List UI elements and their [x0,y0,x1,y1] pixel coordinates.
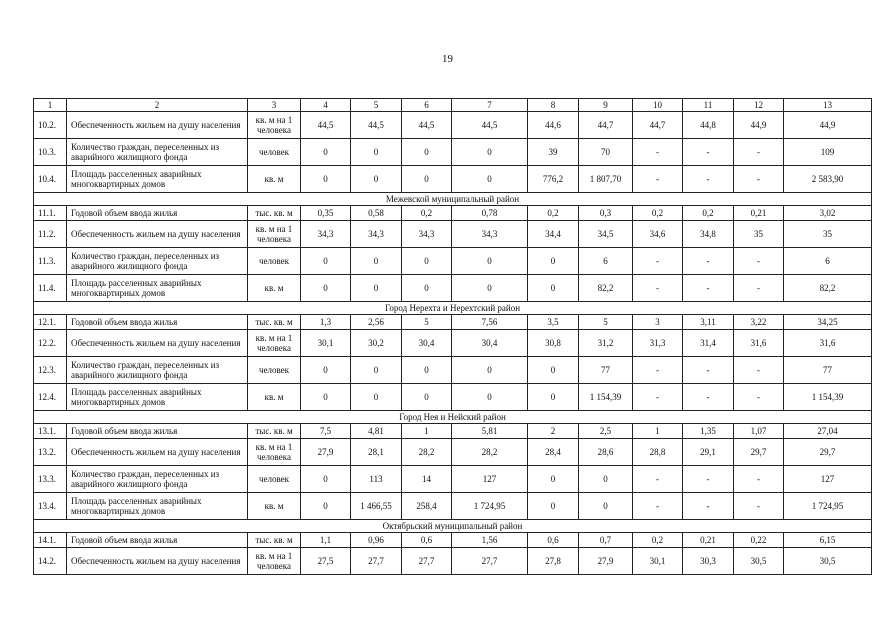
value-cell: 0 [301,166,351,193]
indicator-name-cell: Количество граждан, переселенных из аварийного жилищного фонда [67,466,248,493]
total-cell: 6,15 [784,533,872,548]
row-number-cell: 10.3. [34,139,67,166]
value-cell: 34,5 [579,221,633,248]
value-cell: - [633,248,683,275]
value-cell: 0,2 [683,206,734,221]
value-cell: 0 [301,466,351,493]
value-cell: 44,5 [301,112,351,139]
value-cell: 31,3 [633,330,683,357]
value-cell: 30,4 [402,330,452,357]
header-cell: 4 [301,99,351,112]
value-cell: 4,81 [351,424,402,439]
table-row [34,330,872,357]
value-cell: 0 [452,384,528,411]
value-cell: 35 [734,221,784,248]
unit-cell: кв. м на 1 человека [248,548,301,575]
value-cell: 1 154,39 [579,384,633,411]
unit-cell: человек [248,466,301,493]
header-cell: 12 [734,99,784,112]
indicator-name-cell: Площадь расселенных аварийных многоквартирных домов [67,493,248,520]
indicator-name-cell: Обеспеченность жильем на душу населения [67,330,248,357]
row-number-cell: 13.1. [34,424,67,439]
value-cell: - [683,248,734,275]
value-cell: 27,9 [579,548,633,575]
value-cell: 44,5 [351,112,402,139]
value-cell: 3 [633,315,683,330]
total-cell: 29,7 [784,439,872,466]
indicator-name-cell: Площадь расселенных аварийных многоквартирных домов [67,384,248,411]
value-cell: 30,8 [528,330,579,357]
value-cell: 1 [633,424,683,439]
value-cell: 27,9 [301,439,351,466]
value-cell: - [683,166,734,193]
value-cell: 27,5 [301,548,351,575]
value-cell: 0,22 [734,533,784,548]
row-number-cell: 12.2. [34,330,67,357]
value-cell: 30,1 [633,548,683,575]
value-cell: 34,3 [351,221,402,248]
unit-cell: тыс. кв. м [248,206,301,221]
section-title: Октябрьский муниципальный район [34,520,872,533]
value-cell: 7,56 [452,315,528,330]
value-cell: 39 [528,139,579,166]
value-cell: 34,6 [633,221,683,248]
header-cell: 10 [633,99,683,112]
value-cell: 0 [402,248,452,275]
value-cell: 1,35 [683,424,734,439]
value-cell: - [734,248,784,275]
value-cell: 0 [528,493,579,520]
row-number-cell: 10.2. [34,112,67,139]
value-cell: 0,3 [579,206,633,221]
value-cell: 3,5 [528,315,579,330]
table-header-row [34,99,872,112]
value-cell: 0 [351,139,402,166]
value-cell: 28,4 [528,439,579,466]
value-cell: 1,56 [452,533,528,548]
value-cell: 44,6 [528,112,579,139]
indicator-name-cell: Площадь расселенных аварийных многоквартирных домов [67,275,248,302]
value-cell: 5 [402,315,452,330]
value-cell: 6 [579,248,633,275]
value-cell: 0 [402,139,452,166]
value-cell: 0,21 [734,206,784,221]
indicator-name-cell: Годовой объем ввода жилья [67,206,248,221]
value-cell: 0 [579,466,633,493]
value-cell: - [683,139,734,166]
value-cell: - [633,466,683,493]
value-cell: - [734,493,784,520]
value-cell: 30,1 [301,330,351,357]
total-cell: 2 583,90 [784,166,872,193]
value-cell: 82,2 [579,275,633,302]
page-number: 19 [442,53,453,65]
value-cell: 1 807,70 [579,166,633,193]
value-cell: 7,5 [301,424,351,439]
table-row [34,139,872,166]
unit-cell: человек [248,248,301,275]
table-row [34,357,872,384]
table-row [34,533,872,548]
value-cell: - [683,357,734,384]
value-cell: 0 [452,275,528,302]
unit-cell: тыс. кв. м [248,424,301,439]
value-cell: 27,8 [528,548,579,575]
value-cell: 0,6 [402,533,452,548]
total-cell: 34,25 [784,315,872,330]
value-cell: 0 [452,139,528,166]
value-cell: 28,2 [452,439,528,466]
value-cell: 5 [579,315,633,330]
value-cell: 0 [528,384,579,411]
value-cell: 0 [528,275,579,302]
value-cell: 27,7 [351,548,402,575]
header-cell: 8 [528,99,579,112]
value-cell: 113 [351,466,402,493]
value-cell: 0 [402,275,452,302]
indicator-name-cell: Годовой объем ввода жилья [67,424,248,439]
unit-cell: кв. м [248,275,301,302]
table-row [34,315,872,330]
value-cell: 5,81 [452,424,528,439]
value-cell: 28,1 [351,439,402,466]
header-cell: 7 [452,99,528,112]
header-cell: 1 [34,99,67,112]
value-cell: - [633,493,683,520]
value-cell: - [633,139,683,166]
table-row [34,166,872,193]
value-cell: 44,9 [734,112,784,139]
value-cell: 0 [351,275,402,302]
value-cell: 1,3 [301,315,351,330]
value-cell: 30,5 [734,548,784,575]
value-cell: 0 [452,166,528,193]
value-cell: 34,3 [402,221,452,248]
value-cell: 3,22 [734,315,784,330]
value-cell: 44,7 [633,112,683,139]
value-cell: - [683,466,734,493]
value-cell: 0 [579,493,633,520]
value-cell: 0,2 [633,206,683,221]
section-title: Межевской муниципальный район [34,193,872,206]
indicator-name-cell: Обеспеченность жильем на душу населения [67,439,248,466]
row-number-cell: 12.3. [34,357,67,384]
value-cell: - [633,357,683,384]
table-body [34,99,872,575]
value-cell: 0 [528,357,579,384]
unit-cell: кв. м [248,166,301,193]
indicators-table [33,98,872,575]
total-cell: 77 [784,357,872,384]
value-cell: 27,7 [452,548,528,575]
total-cell: 3,02 [784,206,872,221]
indicator-name-cell: Обеспеченность жильем на душу населения [67,112,248,139]
value-cell: 29,7 [734,439,784,466]
value-cell: - [734,166,784,193]
table-row [34,384,872,411]
table-row [34,221,872,248]
indicator-name-cell: Количество граждан, переселенных из аварийного жилищного фонда [67,248,248,275]
section-row [34,302,872,315]
table-row [34,248,872,275]
value-cell: 0,6 [528,533,579,548]
unit-cell: человек [248,357,301,384]
value-cell: 1 724,95 [452,493,528,520]
value-cell: - [633,166,683,193]
value-cell: 31,6 [734,330,784,357]
row-number-cell: 10.4. [34,166,67,193]
unit-cell: кв. м [248,493,301,520]
value-cell: 34,3 [301,221,351,248]
row-number-cell: 11.2. [34,221,67,248]
value-cell: 0 [301,139,351,166]
table-row [34,493,872,520]
unit-cell: кв. м на 1 человека [248,112,301,139]
unit-cell: кв. м [248,384,301,411]
value-cell: 0 [351,384,402,411]
value-cell: 2,5 [579,424,633,439]
row-number-cell: 11.3. [34,248,67,275]
value-cell: 127 [452,466,528,493]
indicator-name-cell: Количество граждан, переселенных из аварийного жилищного фонда [67,357,248,384]
value-cell: - [683,275,734,302]
indicator-name-cell: Обеспеченность жильем на душу населения [67,548,248,575]
section-title: Город Нея и Нейский район [34,411,872,424]
value-cell: 28,6 [579,439,633,466]
row-number-cell: 13.2. [34,439,67,466]
unit-cell: кв. м на 1 человека [248,221,301,248]
total-cell: 27,04 [784,424,872,439]
unit-cell: кв. м на 1 человека [248,439,301,466]
row-number-cell: 13.4. [34,493,67,520]
row-number-cell: 14.2. [34,548,67,575]
value-cell: 0,7 [579,533,633,548]
value-cell: 1 466,55 [351,493,402,520]
value-cell: 0 [351,166,402,193]
row-number-cell: 12.4. [34,384,67,411]
header-cell: 2 [67,99,248,112]
value-cell: 0 [452,248,528,275]
row-number-cell: 11.1. [34,206,67,221]
value-cell: - [683,384,734,411]
unit-cell: тыс. кв. м [248,315,301,330]
table-row [34,112,872,139]
value-cell: - [633,275,683,302]
total-cell: 6 [784,248,872,275]
value-cell: 0 [402,384,452,411]
row-number-cell: 12.1. [34,315,67,330]
table-row [34,439,872,466]
value-cell: - [633,384,683,411]
value-cell: - [734,139,784,166]
value-cell: 44,5 [402,112,452,139]
value-cell: 14 [402,466,452,493]
value-cell: 1 [402,424,452,439]
total-cell: 1 724,95 [784,493,872,520]
total-cell: 127 [784,466,872,493]
header-cell: 3 [248,99,301,112]
value-cell: 0 [402,357,452,384]
value-cell: 258,4 [402,493,452,520]
value-cell: 0 [301,357,351,384]
header-cell: 9 [579,99,633,112]
row-number-cell: 11.4. [34,275,67,302]
value-cell: - [734,384,784,411]
total-cell: 1 154,39 [784,384,872,411]
indicator-name-cell: Годовой объем ввода жилья [67,315,248,330]
value-cell: 34,4 [528,221,579,248]
value-cell: 0,58 [351,206,402,221]
value-cell: 0 [301,384,351,411]
value-cell: 0 [528,248,579,275]
header-cell: 5 [351,99,402,112]
section-title: Город Нерехта и Нерехтский район [34,302,872,315]
value-cell: 0,96 [351,533,402,548]
value-cell: 0,2 [402,206,452,221]
value-cell: 2 [528,424,579,439]
value-cell: 3,11 [683,315,734,330]
value-cell: 0 [301,493,351,520]
indicator-name-cell: Обеспеченность жильем на душу населения [67,221,248,248]
table-row [34,548,872,575]
value-cell: 0,2 [633,533,683,548]
indicator-name-cell: Площадь расселенных аварийных многоквартирных домов [67,166,248,193]
value-cell: 30,3 [683,548,734,575]
value-cell: 34,8 [683,221,734,248]
value-cell: 27,7 [402,548,452,575]
row-number-cell: 14.1. [34,533,67,548]
value-cell: 31,4 [683,330,734,357]
value-cell: 776,2 [528,166,579,193]
indicator-name-cell: Количество граждан, переселенных из аварийного жилищного фонда [67,139,248,166]
total-cell: 35 [784,221,872,248]
value-cell: - [734,466,784,493]
total-cell: 44,9 [784,112,872,139]
value-cell: 2,56 [351,315,402,330]
value-cell: 0,21 [683,533,734,548]
value-cell: 0 [351,357,402,384]
section-row [34,411,872,424]
section-row [34,520,872,533]
value-cell: 28,8 [633,439,683,466]
table-row [34,206,872,221]
table-row [34,424,872,439]
indicator-name-cell: Годовой объем ввода жилья [67,533,248,548]
value-cell: 0,35 [301,206,351,221]
value-cell: 0,78 [452,206,528,221]
value-cell: 0,2 [528,206,579,221]
value-cell: 30,4 [452,330,528,357]
value-cell: 44,5 [452,112,528,139]
unit-cell: кв. м на 1 человека [248,330,301,357]
header-cell: 6 [402,99,452,112]
value-cell: - [734,357,784,384]
value-cell: 0 [452,357,528,384]
value-cell: - [734,275,784,302]
value-cell: - [683,493,734,520]
unit-cell: человек [248,139,301,166]
value-cell: 1,1 [301,533,351,548]
header-cell: 13 [784,99,872,112]
table-row [34,466,872,493]
total-cell: 109 [784,139,872,166]
value-cell: 77 [579,357,633,384]
total-cell: 82,2 [784,275,872,302]
value-cell: 30,2 [351,330,402,357]
value-cell: 0 [528,466,579,493]
total-cell: 31,6 [784,330,872,357]
value-cell: 29,1 [683,439,734,466]
value-cell: 34,3 [452,221,528,248]
value-cell: 0 [301,248,351,275]
value-cell: 0 [402,166,452,193]
value-cell: 1,07 [734,424,784,439]
value-cell: 0 [351,248,402,275]
header-cell: 11 [683,99,734,112]
total-cell: 30,5 [784,548,872,575]
section-row [34,193,872,206]
value-cell: 31,2 [579,330,633,357]
unit-cell: тыс. кв. м [248,533,301,548]
value-cell: 28,2 [402,439,452,466]
row-number-cell: 13.3. [34,466,67,493]
value-cell: 0 [301,275,351,302]
value-cell: 44,8 [683,112,734,139]
value-cell: 44,7 [579,112,633,139]
table-row [34,275,872,302]
value-cell: 70 [579,139,633,166]
